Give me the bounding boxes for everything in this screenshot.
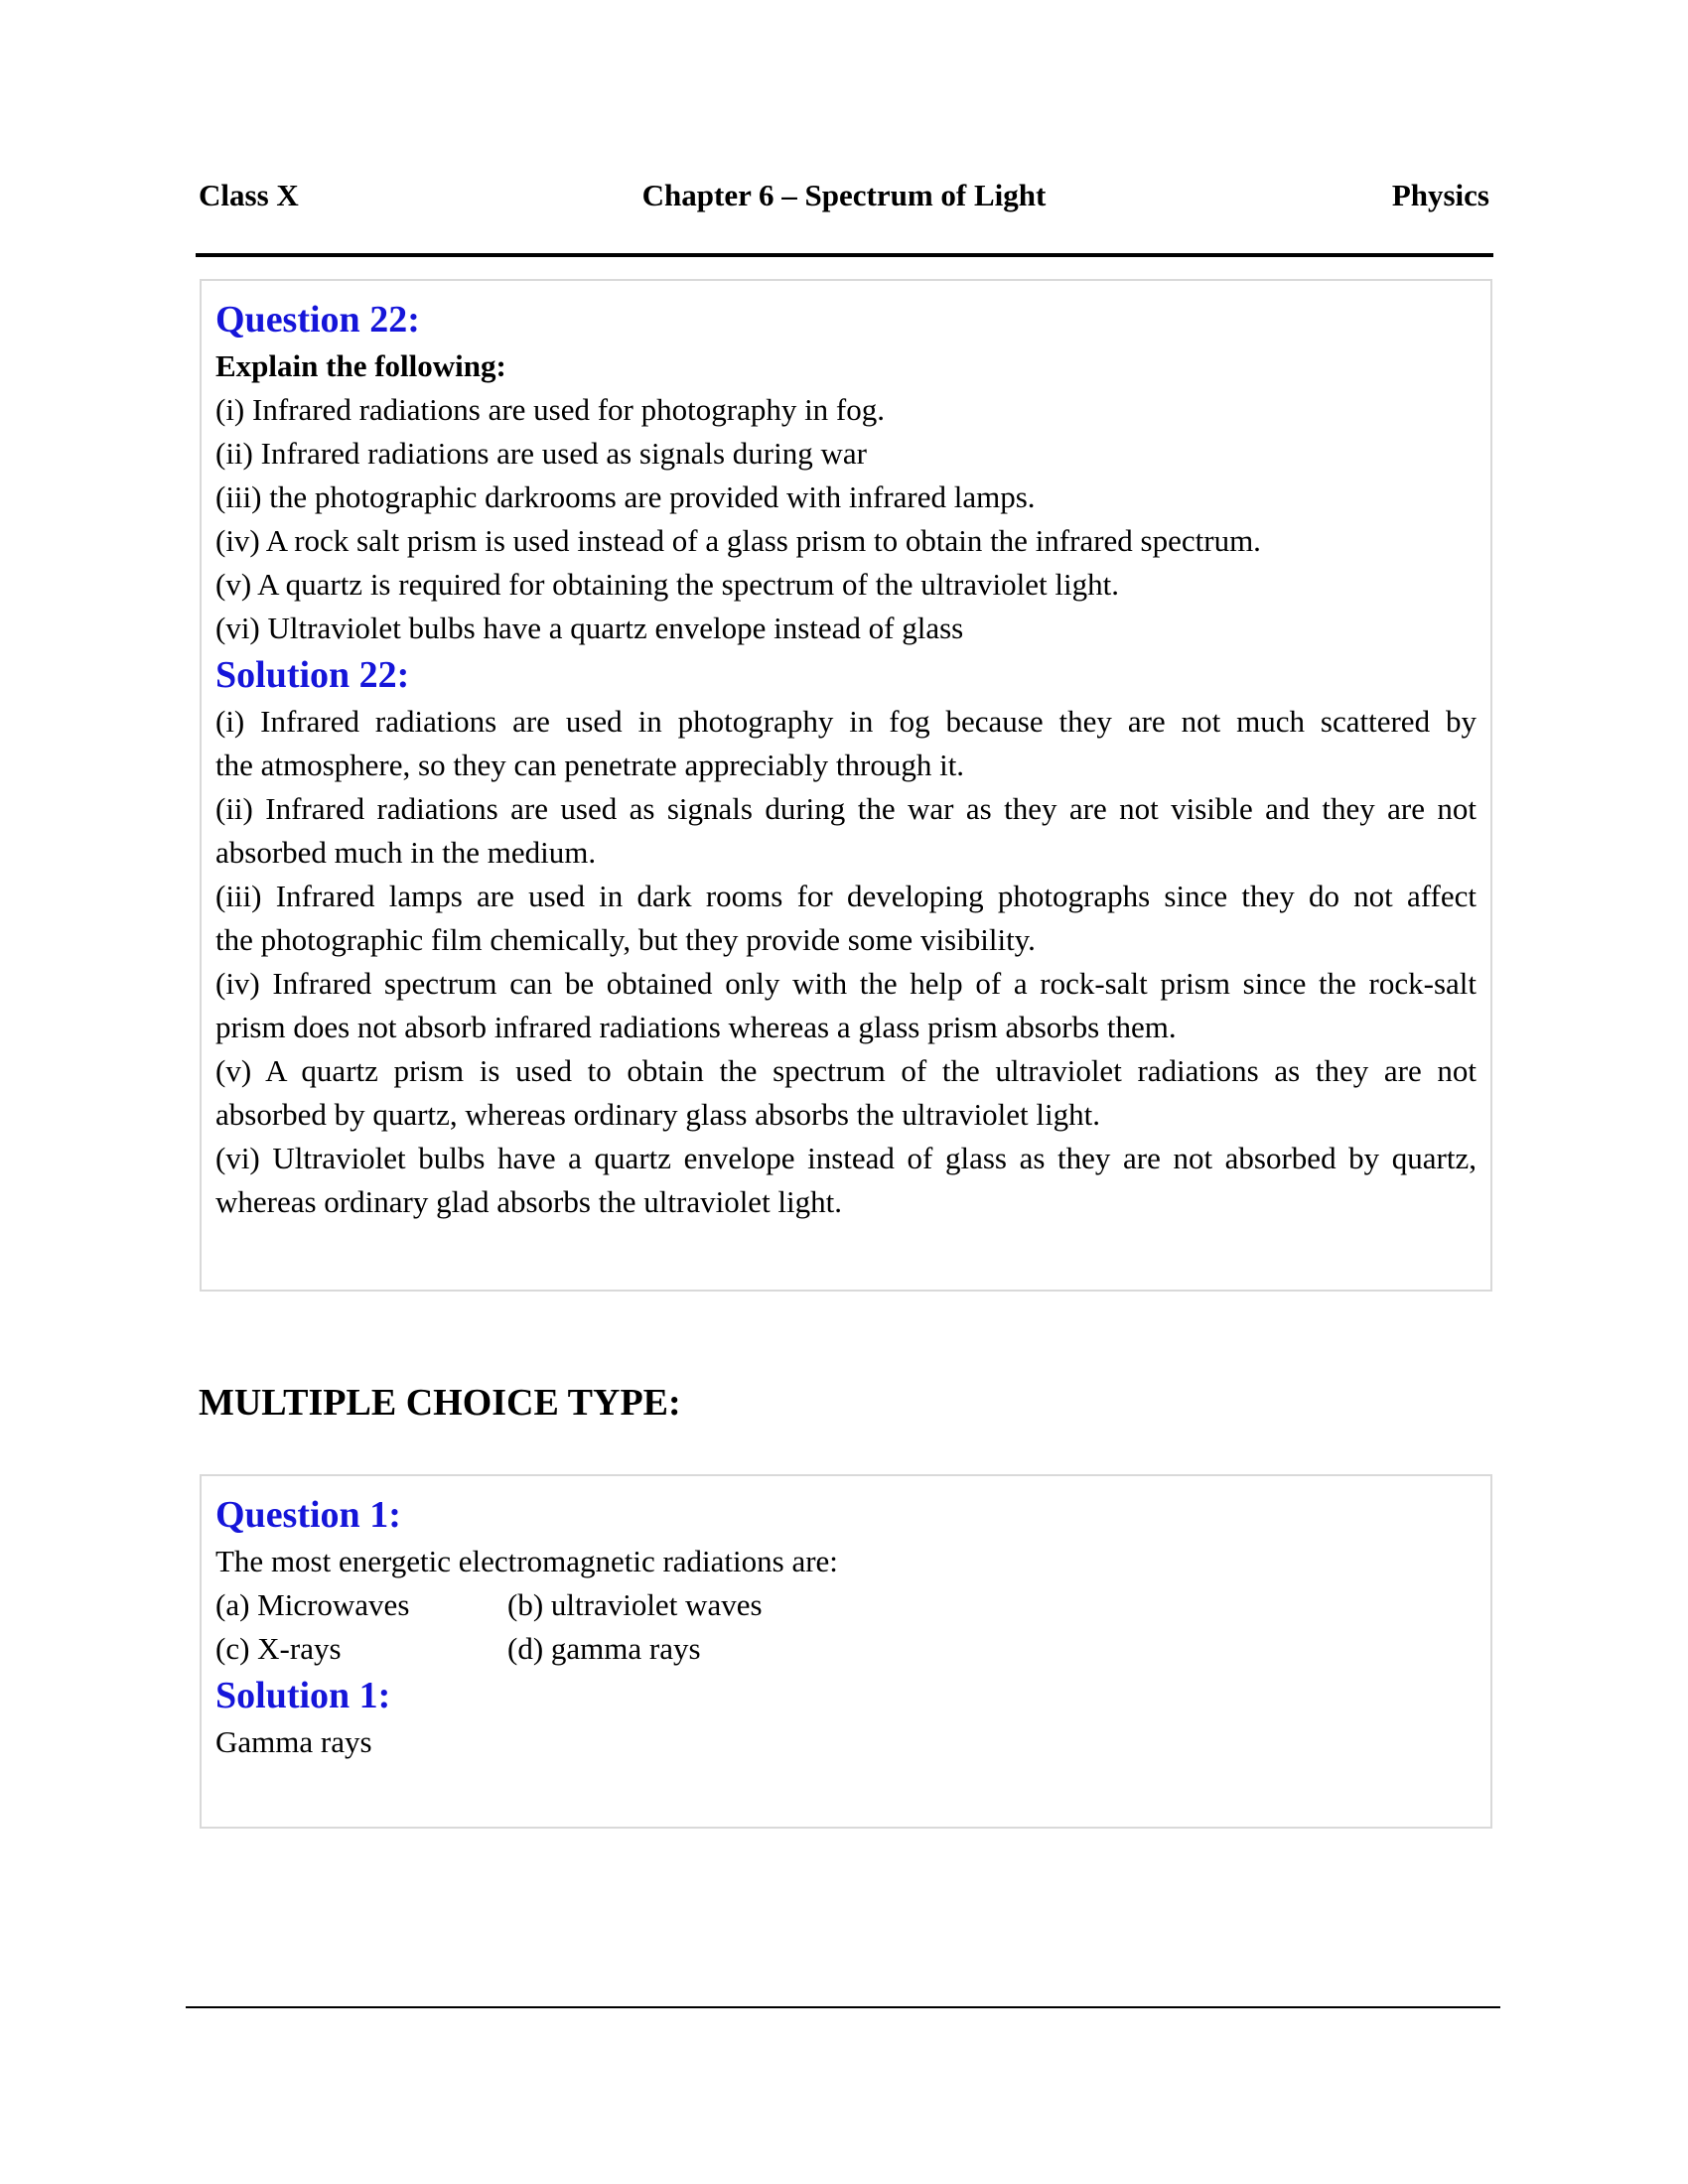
question-item: (v) A quartz is required for obtaining the spectrum of the ultraviolet light. [215,567,1119,602]
header-class: Class X [199,178,299,212]
solution-line: the photographic film chemically, but they provide some visibility. [215,922,1036,957]
solution-line: absorbed much in the medium. [215,835,597,870]
section-title: MULTIPLE CHOICE TYPE: [199,1382,681,1424]
question-1-box [200,1474,1492,1829]
question-22-title: Question 22: [215,299,420,341]
solution-line: (ii) Infrared radiations are used as signals during the war as they are not visible and they are not [215,791,1477,826]
header-divider [196,253,1493,257]
question-item: (iii) the photographic darkrooms are provided with infrared lamps. [215,479,1036,514]
solution-1-answer: Gamma rays [215,1724,372,1759]
footer-divider [186,2006,1500,2008]
solution-line: (i) Infrared radiations are used in photography in fog because they are not much scattered by [215,704,1477,739]
question-item: (i) Infrared radiations are used for photography in fog. [215,392,886,427]
solution-line: absorbed by quartz, whereas ordinary glass absorbs the ultraviolet light. [215,1097,1101,1132]
solution-line: whereas ordinary glad absorbs the ultraviolet light. [215,1184,843,1219]
solution-22-title: Solution 22: [215,654,410,696]
solution-line: prism does not absorb infrared radiations whereas a glass prism absorbs them. [215,1010,1177,1044]
option-b: (b) ultraviolet waves [507,1587,763,1622]
solution-line: the atmosphere, so they can penetrate appreciably through it. [215,748,965,782]
header-subject: Physics [1391,178,1489,212]
option-a: (a) Microwaves [215,1587,410,1622]
option-c: (c) X-rays [215,1631,342,1666]
header-chapter: Chapter 6 – Spectrum of Light [641,178,1047,212]
solution-line: (iv) Infrared spectrum can be obtained only with the help of a rock-salt prism since the rock-salt [215,966,1477,1001]
question-item: (iv) A rock salt prism is used instead of a glass prism to obtain the infrared spectrum. [215,523,1261,558]
question-1-title: Question 1: [215,1494,401,1536]
solution-line: (vi) Ultraviolet bulbs have a quartz envelope instead of glass as they are not absorbed by quartz, [215,1141,1477,1175]
options-row [215,1583,1477,1627]
question-22-box [200,279,1492,1292]
solution-1-title: Solution 1: [215,1675,391,1716]
option-d: (d) gamma rays [507,1631,701,1666]
page-header [199,171,1489,220]
options-row [215,1627,1477,1671]
question-22-prompt: Explain the following: [215,348,506,383]
question-item: (ii) Infrared radiations are used as signals during war [215,436,867,471]
solution-line: (iii) Infrared lamps are used in dark rooms for developing photographs since they do not affect [215,879,1477,913]
question-item: (vi) Ultraviolet bulbs have a quartz envelope instead of glass [215,611,964,645]
question-1-prompt: The most energetic electromagnetic radiations are: [215,1544,838,1578]
solution-line: (v) A quartz prism is used to obtain the spectrum of the ultraviolet radiations as they are not [215,1053,1477,1088]
